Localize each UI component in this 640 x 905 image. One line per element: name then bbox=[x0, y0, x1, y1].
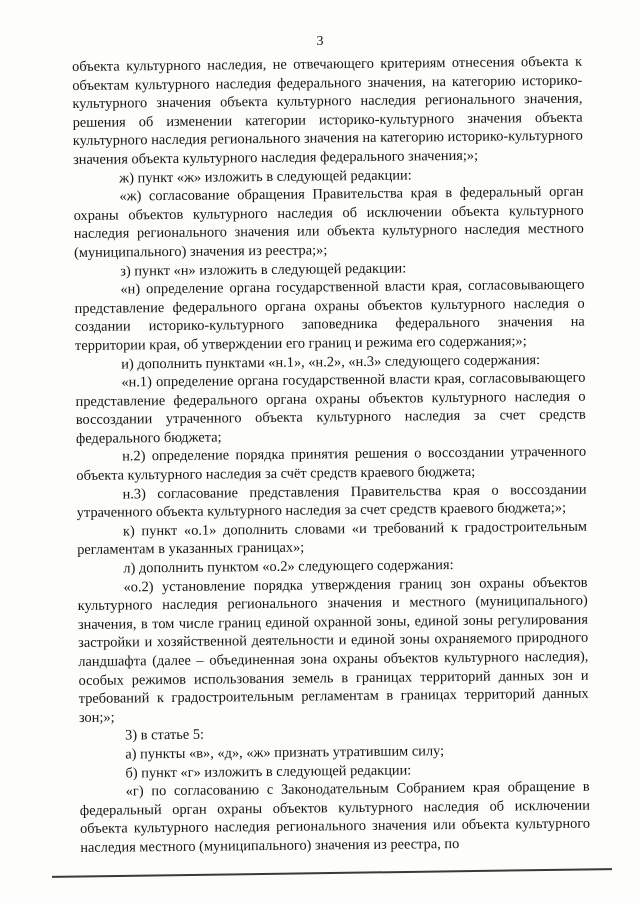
paragraph: а) пункты «в», «д», «ж» признать утратившим силу; bbox=[125, 743, 445, 763]
paragraph: ж) пункт «ж» изложить в следующей редакции: bbox=[119, 167, 412, 187]
paragraph: объекта культурного наследия, не отвечающего критериям отнесения объекта к объектам культурного наследия федерального значения, на категорию историко-культурного значения объекта культурного наследия регионального значения, решения об изменении категории историко-культурного значения объекта культурного наследия регионального значения на категорию историко-культурного значения объекта культурного наследия федерального значения;»; bbox=[72, 53, 583, 168]
paragraph: «о.2) установление порядка утверждения границ зон охраны объектов культурного наследия регионального значения и местного (муниципального) значения, в том числе границ единой охранной зоны, единой зоны регулирования застройки и хозяйственной деятельности и единой зоны охраняемого природного ландшафта (далее – объединенная зона охраны объектов культурного наследия), особых режимов использования земель в границах территорий данных зон и требований к градостроительным регламентам в границах территорий данных зон;»; bbox=[77, 574, 589, 726]
paragraph: б) пункт «г» изложить в следующей редакции: bbox=[125, 762, 412, 782]
paragraph: «ж) согласование обращения Правительства края в федеральный орган охраны объектов культурного наследия об исключении объекта культурного наследия регионального значения или объекта культурного наследия местного (муниципального) значения из реестра;»; bbox=[73, 183, 584, 261]
paragraph: н.2) определение порядка принятия решения о воссоздании утраченного объекта культурного наследия за счёт средств краевого бюджета; bbox=[76, 444, 587, 485]
paragraph: «н) определение органа государственной власти края, согласовывающего представление федерального органа охраны объектов культурного наследия о создании историко-культурного заповедника федерального значения на территории края, об утверждении его границ и режима его содержания;»; bbox=[74, 276, 585, 354]
document-body bbox=[72, 53, 590, 858]
scan-edge-line bbox=[52, 868, 612, 878]
paragraph: «н.1) определение органа государственной власти края, согласовывающего представление федерального органа охраны объектов культурного наследия о воссоздании утраченного объекта культурного наследия за счет средств федерального бюджета; bbox=[75, 369, 586, 447]
paragraph: «г) по согласованию с Законодательным Собранием края обращение в федеральный орган охраны объектов культурного наследия об исключении объекта культурного наследия регионального значения или объекта культурного наследия местного (муниципального) значения из реестра, по bbox=[79, 778, 591, 856]
paragraph: и) дополнить пунктами «н.1», «н.2», «н.3» следующего содержания: bbox=[121, 351, 541, 373]
paragraph: л) дополнить пунктом «о.2» следующего содержания: bbox=[123, 557, 454, 577]
paragraph: н.3) согласование представления Правительства края о воссоздании утраченного объекта культурного наследия за счет средств краевого бюджета;»; bbox=[76, 481, 587, 522]
paragraph: к) пункт «о.1» дополнить словами «и требований к градостроительным регламентам в указанных границах»; bbox=[77, 518, 588, 559]
page-number: 3 bbox=[316, 34, 324, 49]
paragraph: 3) в статье 5: bbox=[125, 727, 205, 744]
paragraph: з) пункт «н» изложить в следующей редакции: bbox=[120, 260, 407, 280]
